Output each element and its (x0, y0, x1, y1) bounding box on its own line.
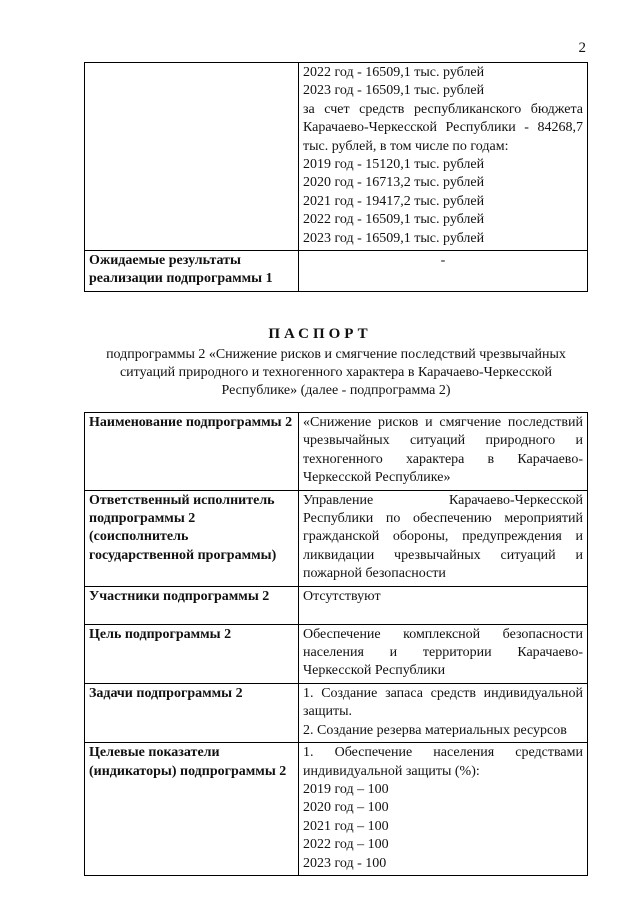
republic-year-line: 2021 год - 19417,2 тыс. рублей (303, 193, 485, 209)
republic-year-line: 2022 год - 16509,1 тыс. рублей (303, 212, 485, 228)
task-item: 1. Создание запаса средств индивидуальной защиты. (303, 685, 583, 720)
indicator-title: 1. Обеспечение населения средствами индивидуальной защиты (%): (303, 745, 583, 779)
passport-table (84, 412, 588, 876)
funding-table-continuation (84, 62, 588, 292)
indicator-year: 2022 год – 100 (303, 837, 389, 853)
republic-budget-text: за счет средств республиканского бюджета Карачаево-Черкесской Республики - 84268,7 тыс. рублей, в том числе по годам: (303, 101, 583, 154)
row-label: Наименование подпрограммы 2 (85, 413, 299, 491)
funding-row (85, 63, 588, 251)
indicator-year: 2021 год – 100 (303, 818, 389, 834)
tasks-label: Задачи подпрограммы 2 (85, 683, 299, 742)
funding-value-cell (299, 63, 588, 251)
indicators-label: Целевые показатели (индикаторы) подпрограммы 2 (85, 743, 299, 876)
budget-line: 2022 год - 16509,1 тыс. рублей (303, 65, 485, 80)
row-value: Обеспечение комплексной безопасности населения и территории Карачаево-Черкесской Республики (299, 624, 588, 683)
indicator-year: 2019 год – 100 (303, 781, 389, 797)
tasks-value (299, 683, 588, 742)
row-label: Ответственный исполнитель подпрограммы 2 (соисполнитель государственной программы) (85, 490, 299, 586)
indicator-year: 2020 год – 100 (303, 800, 389, 816)
row-value: Отсутствуют (299, 586, 588, 624)
funding-label-cell (85, 63, 299, 251)
passport-title: ПАСПОРТ (268, 326, 372, 342)
row-label: Участники подпрограммы 2 (85, 586, 299, 624)
budget-line: 2023 год - 16509,1 тыс. рублей (303, 83, 485, 99)
row-label: Цель подпрограммы 2 (85, 624, 299, 683)
passport-row-name (85, 413, 588, 491)
passport-row-executor (85, 490, 588, 586)
passport-row-participants (85, 586, 588, 624)
republic-year-line: 2019 год - 15120,1 тыс. рублей (303, 157, 485, 173)
row-value: Управление Карачаево-Черкесской Республики по обеспечению мероприятий гражданской обороны, предупреждения и ликвидации чрезвычайных ситуаций и пожарной безопасности (299, 490, 588, 586)
passport-subtitle: подпрограммы 2 «Снижение рисков и смягчение последствий чрезвычайных ситуаций природного и техногенного характера в Карачаево-Черкесской Республике» (далее - подпрограмма 2) (106, 347, 566, 398)
expected-results-row (85, 251, 588, 292)
task-item: 2. Создание резерва материальных ресурсов (303, 722, 567, 738)
republic-year-line: 2023 год - 16509,1 тыс. рублей (303, 230, 485, 246)
indicators-value (299, 743, 588, 876)
republic-year-line: 2020 год - 16713,2 тыс. рублей (303, 175, 485, 191)
indicator-year: 2023 год - 100 (303, 855, 387, 871)
passport-row-indicators (85, 743, 588, 876)
passport-row-goal (85, 624, 588, 683)
expected-results-value: - (299, 251, 588, 292)
passport-row-tasks (85, 683, 588, 742)
row-value: «Снижение рисков и смягчение последствий чрезвычайных ситуаций природного и техногенного характера в Карачаево-Черкесской Республике» (299, 413, 588, 491)
page-number: 2 (578, 40, 586, 56)
expected-results-label: Ожидаемые результаты реализации подпрограммы 1 (85, 251, 299, 292)
